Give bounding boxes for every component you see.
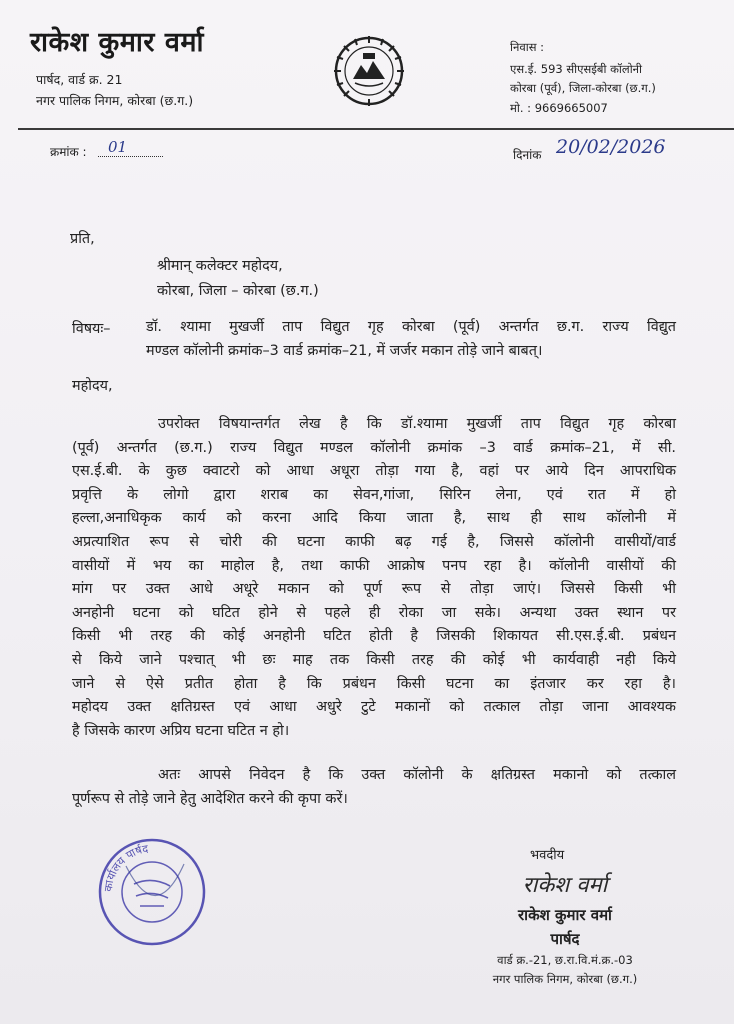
date-value: 20/02/2026 — [556, 136, 666, 158]
body-line: से किये जाने पश्चात् भी छः माह तक किसी तरह की कोई भी कार्यवाही नही किये — [72, 651, 676, 668]
body-line: किसी भी तरह की कोई अनहोनी घटित होती है जिसकी शिकायत सी.एस.ई.बी. प्रबंधन — [72, 628, 676, 645]
body-line: वासीयों में भय का माहोल है, तथा काफी आक्रोष पनप रहा है। कॉलोनी वासीयों की — [72, 557, 676, 574]
closing-yours: भवदीय — [530, 848, 565, 863]
signatory-org: नगर पालिक निगम, कोरबा (छ.ग.) — [492, 972, 638, 986]
body-line: अप्रत्याशित रूप से चोरी की घटना काफी बढ़ गई है, जिससे कॉलोनी वासीयों/वार्ड — [72, 533, 676, 550]
body-line: प्रवृत्ति के लोगो द्वारा शराब का सेवन,गांजा, सिरिन लेना, एवं रात में हो — [72, 486, 676, 503]
subject-line-1: डॉ. श्यामा मुखर्जी ताप विद्युत गृह कोरबा (पूर्व) अन्तर्गत छ.ग. राज्य विद्युत — [146, 319, 676, 335]
date-label: दिनांक — [513, 148, 542, 162]
subject-label: विषयः– — [72, 321, 111, 337]
svg-text:कार्यालय पार्षद — [102, 842, 149, 892]
body-line: हल्ला,अनाधिकृक कार्य को करना आदि किया जाता है, साथ ही साथ कॉलोनी में — [72, 510, 676, 527]
body-line: है जिसके कारण अप्रिय घटना घटित न हो। — [72, 722, 290, 739]
letterhead-organization: नगर पालिक निगम, कोरबा (छ.ग.) — [36, 93, 194, 108]
ref-number-label: क्रमांक : — [50, 145, 87, 159]
body-line: एस.ई.बी. के कुछ क्वाटरो को आधा अधूरा तोड़ा गया है, वहां पर आये दिन आपराधिक — [72, 463, 676, 480]
body-line: महोदय उक्त क्षतिग्रस्त एवं आधा अधुरे टुटे मकानों को तत्काल तोड़ा जाना आवश्यक — [72, 699, 676, 716]
mobile-number: मो. : 9669665007 — [510, 101, 608, 115]
signatory-ward: वार्ड क्र.-21, छ.रा.वि.मं.क्र.-03 — [497, 953, 633, 967]
subject-line-2: मण्डल कॉलोनी क्रमांक–3 वार्ड क्रमांक–21, में जर्जर मकान तोड़े जाने बाबत्। — [146, 342, 543, 359]
letterhead-designation: पार्षद, वार्ड क्र. 21 — [36, 72, 123, 87]
signature: राकेश वर्मा — [522, 873, 608, 898]
municipal-emblem-icon — [333, 35, 405, 107]
signatory-title: पार्षद — [550, 930, 580, 948]
body-line: अनहोनी घटना को घटित होने से पहले ही रोका जा सके। अन्यथा उक्त स्थान पर — [72, 604, 676, 621]
signature-block — [450, 845, 680, 987]
salutation: महोदय, — [72, 378, 113, 394]
address-line-2: कोरबा (पूर्व), जिला-कोरबा (छ.ग.) — [510, 81, 656, 95]
header-divider — [18, 128, 734, 130]
body-line: पूर्णरूप से तोड़े जाने हेतु आदेशित करने की कृपा करें। — [72, 790, 348, 807]
body-line: मांग पर उक्त आधे अधूरे मकान को पूर्ण रूप से तोड़ा जाएं। जिससे किसी भी — [72, 581, 676, 598]
office-seal-stamp-icon — [96, 836, 208, 948]
subject-text — [146, 316, 676, 363]
body-paragraph-1 — [72, 413, 676, 743]
stamp-text: कार्यालय पार्षद — [101, 842, 149, 893]
address-label: निवास : — [510, 40, 545, 54]
address-line-1: एस.ई. 593 सीएसईबी कॉलोनी — [510, 62, 643, 76]
body-paragraph-2 — [72, 764, 676, 811]
body-line: उपरोक्त विषयान्तर्गत लेख है कि डॉ.श्यामा मुखर्जी ताप विद्युत गृह कोरबा — [158, 416, 676, 432]
body-line: अतः आपसे निवेदन है कि उक्त कॉलोनी के क्षतिग्रस्त मकानो को तत्काल — [158, 767, 676, 783]
recipient-line-2: कोरबा, जिला – कोरबा (छ.ग.) — [157, 283, 319, 299]
signatory-name: राकेश कुमार वर्मा — [518, 906, 612, 924]
prati-label: प्रति, — [70, 231, 95, 247]
letterhead-name: राकेश कुमार वर्मा — [30, 27, 205, 58]
body-line: जाने से ऐसे प्रतीत होता है कि प्रबंधन किसी घटना का इंतजार कर रहा है। — [72, 675, 676, 692]
recipient-line-1: श्रीमान् कलेक्टर महोदय, — [157, 258, 283, 274]
ref-number-value: 01 — [98, 138, 163, 157]
body-line: (पूर्व) अन्तर्गत (छ.ग.) राज्य विद्युत मण्डल कॉलोनी क्रमांक –3 वार्ड क्रमांक–21, में सी. — [72, 439, 676, 456]
